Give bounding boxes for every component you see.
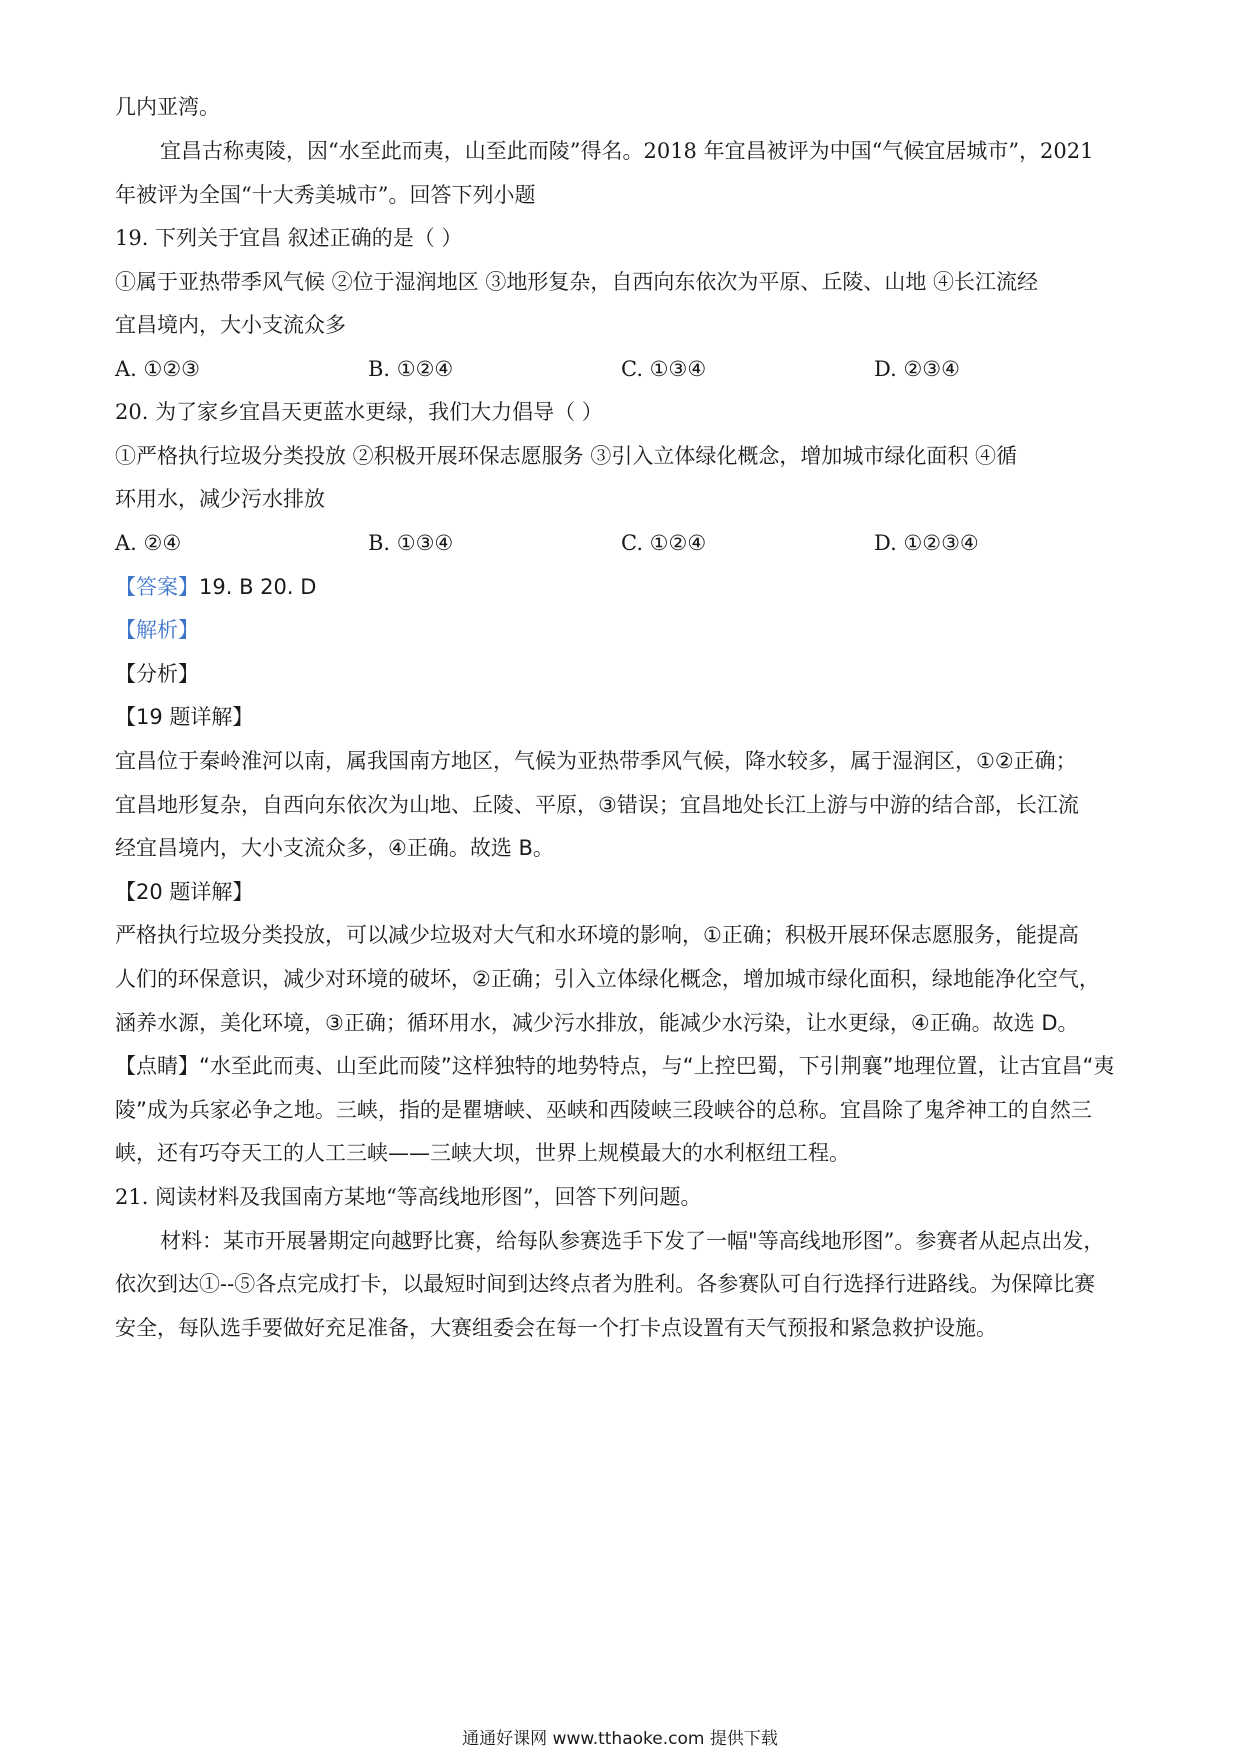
material-line: 依次到达①--⑤各点完成打卡，以最短时间到达终点者为胜利。各参赛队可自行选择行进路线。为保障比赛	[115, 1272, 1096, 1296]
option-b: B. ①③④	[368, 531, 454, 555]
text-line: 几内亚湾。	[115, 95, 220, 119]
key-point-line: 峡，还有巧夺天工的人工三峡——三峡大坝，世界上规模最大的水利枢纽工程。	[115, 1141, 850, 1165]
option-d: D. ②③④	[874, 357, 960, 381]
question-19-statements: 宜昌境内，大小支流众多	[115, 313, 346, 337]
question-21: 21. 阅读材料及我国南方某地“等高线地形图”，回答下列问题。	[115, 1185, 702, 1209]
question-20-statements: 环用水，减少污水排放	[115, 487, 325, 511]
footer-link[interactable]: 通通好课网 www.tthaoke.com 提供下载	[462, 1729, 778, 1749]
answer-line	[115, 572, 1135, 602]
question-19-statements: ①属于亚热带季风气候 ②位于湿润地区 ③地形复杂，自西向东依次为平原、丘陵、山地 ④长江流经	[115, 270, 1039, 294]
analysis-label: 【解析】	[115, 618, 199, 642]
passage-line: 宜昌古称夷陵，因“水至此而夷，山至此而陵”得名。2018 年宜昌被评为中国“气候宜居城市”，2021	[160, 139, 1094, 163]
section-heading: 【分析】	[115, 662, 199, 686]
option-c: C. ①③④	[621, 357, 707, 381]
question-20-statements: ①严格执行垃圾分类投放 ②积极开展环保志愿服务 ③引入立体绿化概念，增加城市绿化面积 ④循	[115, 444, 1018, 468]
option-a: A. ②④	[115, 531, 182, 555]
question-20: 20. 为了家乡宜昌天更蓝水更绿，我们大力倡导（ ）	[115, 400, 603, 424]
option-c: C. ①②④	[621, 531, 707, 555]
question-19: 19. 下列关于宜昌 叙述正确的是（ ）	[115, 226, 463, 250]
passage-line: 年被评为全国“十大秀美城市”。回答下列小题	[115, 183, 536, 207]
material-line: 安全，每队选手要做好充足准备，大赛组委会在每一个打卡点设置有天气预报和紧急救护设施。	[115, 1316, 997, 1340]
key-point-line: 【点睛】“水至此而夷、山至此而陵”这样独特的地势特点，与“上控巴蜀，下引荆襄”地理位置，让古宜昌“夷	[115, 1054, 1115, 1078]
option-d: D. ①②③④	[874, 531, 979, 555]
explanation-line: 人们的环保意识，减少对环境的破坏，②正确；引入立体绿化概念，增加城市绿化面积，绿地能净化空气，	[115, 967, 1100, 991]
answer-value: 19. B 20. D	[199, 575, 317, 599]
explanation-line: 严格执行垃圾分类投放，可以减少垃圾对大气和水环境的影响，①正确；积极开展环保志愿服务，能提高	[115, 923, 1079, 947]
option-b: B. ①②④	[368, 357, 454, 381]
explanation-line: 涵养水源，美化环境，③正确；循环用水，减少污水排放，能减少水污染，让水更绿，④正确。故选 D。	[115, 1011, 1079, 1035]
key-point-line: 陵”成为兵家必争之地。三峡，指的是瞿塘峡、巫峡和西陵峡三段峡谷的总称。宜昌除了鬼斧神工的自然三	[115, 1098, 1092, 1122]
option-a: A. ①②③	[115, 357, 200, 381]
answer-label: 【答案】	[115, 575, 199, 599]
explanation-line: 宜昌位于秦岭淮河以南，属我国南方地区，气候为亚热带季风气候，降水较多，属于湿润区，①②正确；	[115, 749, 1077, 773]
explanation-line: 经宜昌境内，大小支流众多，④正确。故选 B。	[115, 836, 554, 860]
explanation-line: 宜昌地形复杂，自西向东依次为山地、丘陵、平原，③错误；宜昌地处长江上游与中游的结合部，长江流	[115, 793, 1079, 817]
section-heading: 【20 题详解】	[115, 880, 254, 904]
section-heading: 【19 题详解】	[115, 705, 254, 729]
material-line: 材料：某市开展暑期定向越野比赛，给每队参赛选手下发了一幅"等高线地形图”。参赛者从起点出发，	[160, 1229, 1105, 1253]
